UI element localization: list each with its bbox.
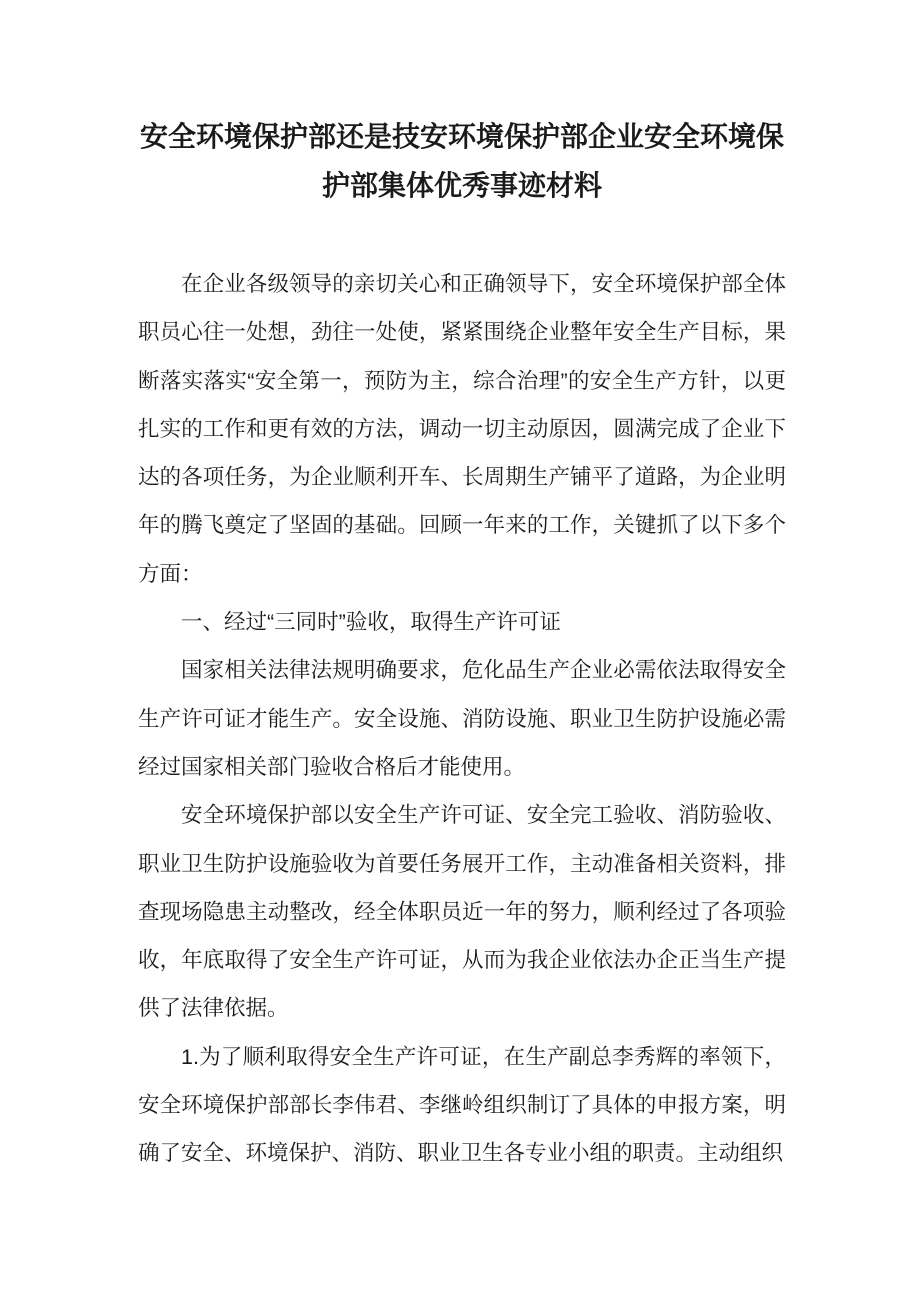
paragraph-regulations: 国家相关法律法规明确要求，危化品生产企业必需依法取得安全生产许可证才能生产。安全设施、消防设施、职业卫生防护设施必需经过国家相关部门验收合格后才能使用。	[138, 658, 786, 779]
paragraph-section-heading: 一、经过“三同时”验收，取得生产许可证	[181, 610, 561, 635]
paragraph-item-1: 1.为了顺利取得安全生产许可证，在生产副总李秀辉的率领下，安全环境保护部部长李伟君、李继岭组织制订了具体的申报方案，明确了安全、环境保护、消防、职业卫生各专业小组的职责。主动组织	[138, 1044, 786, 1166]
document-body	[138, 260, 786, 1178]
document-title: 安全环境保护部还是技安环境保护部企业安全环境保护部集体优秀事迹材料	[139, 121, 784, 201]
document-content	[138, 0, 786, 1178]
paragraph-acceptance-work: 安全环境保护部以安全生产许可证、安全完工验收、消防验收、职业卫生防护设施验收为首要任务展开工作，主动准备相关资料，排查现场隐患主动整改，经全体职员近一年的努力，顺利经过了各项验收，年底取得了安全生产许可证，从而为我企业依法办企正当生产提供了法律依据。	[138, 803, 786, 1021]
paragraph-intro: 在企业各级领导的亲切关心和正确领导下，安全环境保护部全体职员心往一处想，劲往一处使，紧紧围绕企业整年安全生产目标，果断落实落实“安全第一，预防为主，综合治理”的安全生产方针，以更扎实的工作和更有效的方法，调动一切主动原因，圆满完成了企业下达的各项任务，为企业顺利开车、长周期生产铺平了道路，为企业明年的腾飞奠定了坚固的基础。回顾一年来的工作，关键抓了以下多个方面：	[138, 272, 786, 586]
